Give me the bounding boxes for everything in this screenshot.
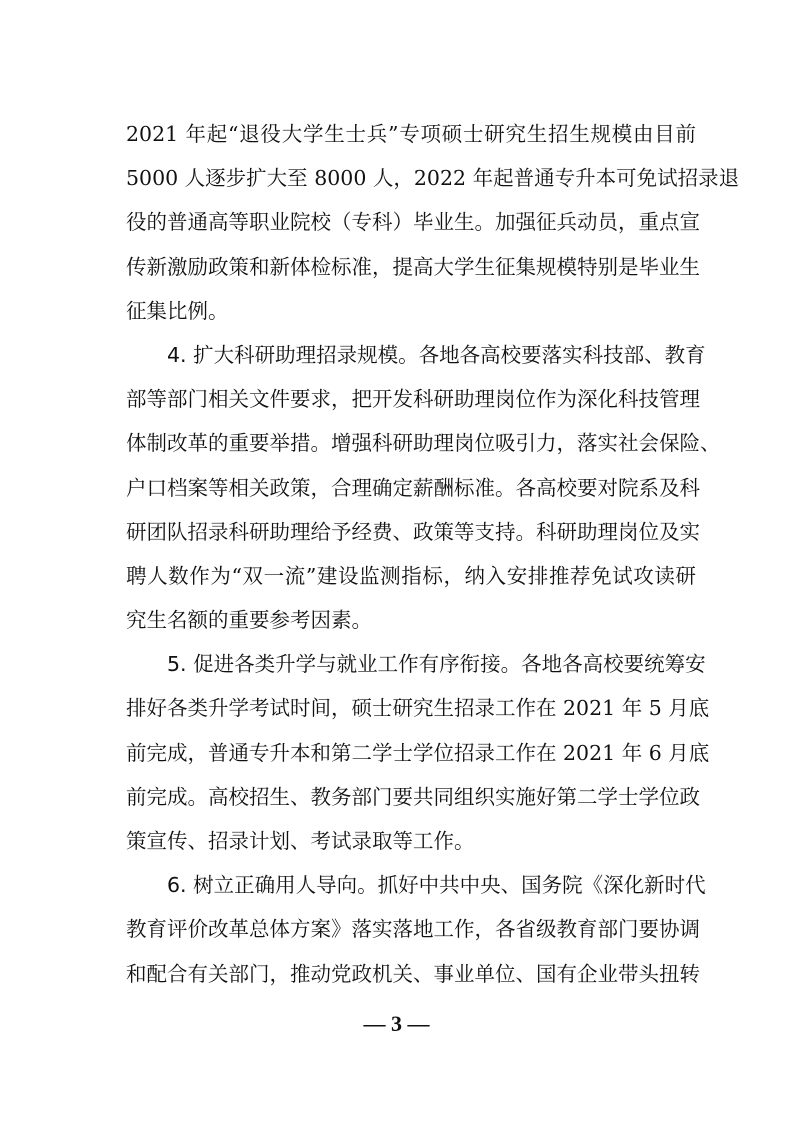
paragraph-research-assistants xyxy=(126,333,721,642)
paragraph-admission-coordination xyxy=(126,642,710,863)
text-line: 排好各类升学考试时间，硕士研究生招录工作在 2021 年 5 月底 xyxy=(126,696,710,721)
text-line: 户口档案等相关政策，合理确定薪酬标准。各高校要对院系及科 xyxy=(126,475,700,500)
section-heading: 4. 扩大科研助理招录规模。 xyxy=(167,342,419,367)
text-line xyxy=(126,642,706,686)
text-line: 体制改革的重要举措。增强科研助理岗位吸引力，落实社会保险、 xyxy=(126,431,721,456)
text-line: 征集比例。 xyxy=(126,298,229,323)
text-line: 教育评价改革总体方案》落实落地工作，各省级教育部门要协调 xyxy=(126,917,700,942)
text-line: 究生名额的重要参考因素。 xyxy=(126,608,372,633)
body-text xyxy=(126,112,740,996)
text-line: 役的普通高等职业院校（专科）毕业生。加强征兵动员，重点宣 xyxy=(126,210,700,235)
text-line xyxy=(126,863,706,907)
page-number: — 3 — xyxy=(363,1011,430,1036)
text-span: 抓好中共中央、国务院《深化新时代 xyxy=(377,873,706,898)
text-line: 5000 人逐步扩大至 8000 人，2022 年起普通专升本可免试招录退 xyxy=(126,166,740,191)
paragraph-employment-orientation xyxy=(126,863,706,996)
text-line: 和配合有关部门，推动党政机关、事业单位、国有企业带头扭转 xyxy=(126,961,700,986)
text-line xyxy=(126,333,706,377)
text-line: 聘人数作为“双一流”建设监测指标，纳入安排推荐免试攻读研 xyxy=(126,563,696,588)
text-line: 2021 年起“退役大学生士兵”专项硕士研究生招生规模由目前 xyxy=(126,122,696,146)
section-heading: 5. 促进各类升学与就业工作有序衔接。 xyxy=(167,652,522,677)
text-line: 研团队招录科研助理给予经费、政策等支持。科研助理岗位及实 xyxy=(126,519,700,544)
text-span: 各地各高校要落实科技部、教育 xyxy=(418,342,706,367)
text-line: 部等部门相关文件要求，把开发科研助理岗位作为深化科技管理 xyxy=(126,387,700,412)
section-heading: 6. 树立正确用人导向。 xyxy=(167,873,378,898)
text-line: 策宣传、招录计划、考试录取等工作。 xyxy=(126,829,475,853)
text-line: 前完成。高校招生、教务部门要共同组织实施好第二学士学位政 xyxy=(126,784,700,809)
paragraph-veteran-students xyxy=(126,112,740,333)
text-line: 传新激励政策和新体检标准，提高大学生征集规模特别是毕业生 xyxy=(126,254,700,279)
text-span: 各地各高校要统筹安 xyxy=(521,652,706,677)
text-line: 前完成，普通专升本和第二学士学位招录工作在 2021 年 6 月底 xyxy=(126,740,710,765)
